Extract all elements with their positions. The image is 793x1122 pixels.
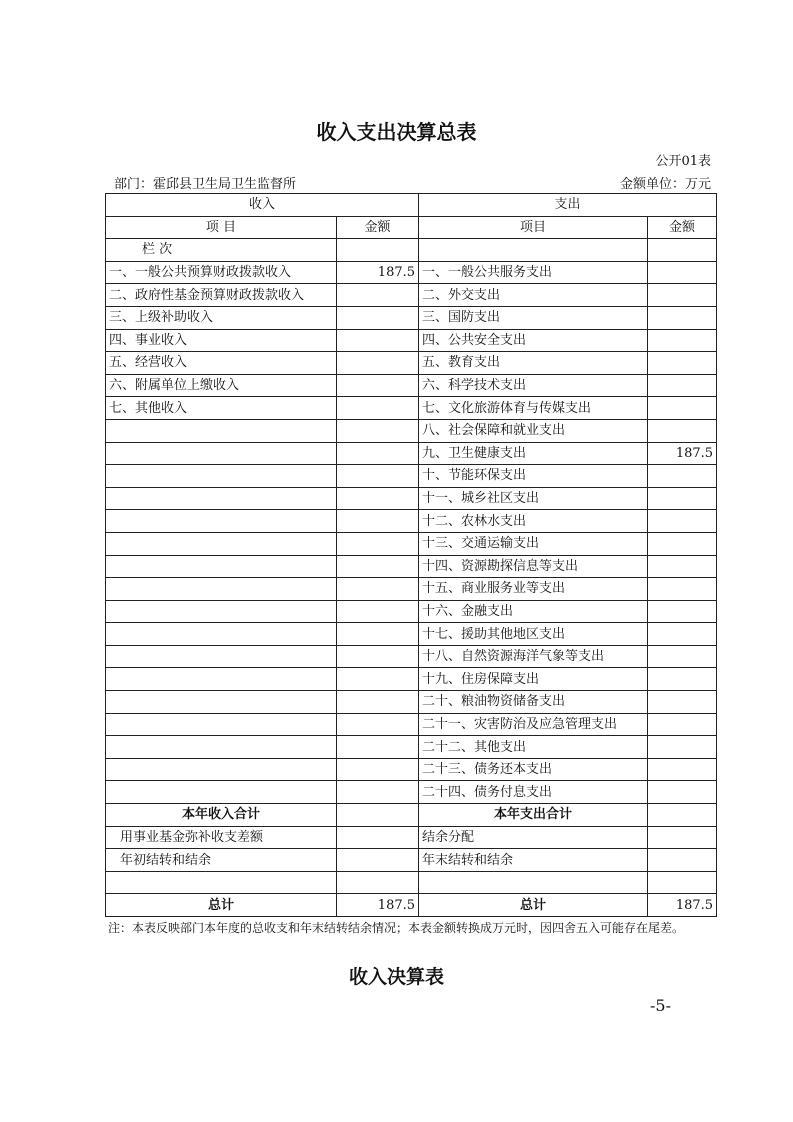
page-number: -5- <box>650 996 671 1015</box>
expense-item-cell: 一、一般公共服务支出 <box>419 261 648 284</box>
expense-item-cell: 十六、金融支出 <box>419 600 648 623</box>
expense-amount-cell: 187.5 <box>648 442 717 465</box>
income-item-cell: 二、政府性基金预算财政拨款收入 <box>106 284 337 307</box>
expense-amount-cell <box>648 600 717 623</box>
table-row <box>106 510 717 533</box>
income-item-cell: 年初结转和结余 <box>106 849 337 872</box>
table-row <box>106 691 717 714</box>
income-item-cell <box>106 419 337 442</box>
income-amount-cell <box>337 329 419 352</box>
income-amount-cell: 187.5 <box>337 261 419 284</box>
expense-item-cell: 十五、商业服务业等支出 <box>419 578 648 601</box>
expense-item-cell <box>419 871 648 894</box>
expense-item-cell: 二十三、债务还本支出 <box>419 758 648 781</box>
expense-item-header: 项目 <box>419 216 648 239</box>
expense-amount-cell <box>648 532 717 555</box>
expense-amount-cell <box>648 329 717 352</box>
table-note: 注：本表反映部门本年度的总收支和年末结转结余情况；本表金额转换成万元时，因四舍五入可能存在尾差。 <box>108 921 685 935</box>
unit-label: 金额单位：万元 <box>619 177 711 192</box>
expense-total-label: 总计 <box>419 894 648 917</box>
subtotal-row <box>106 804 717 827</box>
expense-header: 支出 <box>419 194 717 217</box>
expense-amount-cell <box>648 691 717 714</box>
expense-subtotal-label: 本年支出合计 <box>419 804 648 827</box>
income-item-cell <box>106 510 337 533</box>
expense-item-cell: 十九、住房保障支出 <box>419 668 648 691</box>
extra-row <box>106 871 717 894</box>
income-amount-cell <box>337 532 419 555</box>
table-row <box>106 578 717 601</box>
table-row <box>106 329 717 352</box>
income-amount-cell <box>337 781 419 804</box>
income-amount-cell <box>337 623 419 646</box>
income-amount-cell <box>337 284 419 307</box>
income-item-cell <box>106 871 337 894</box>
income-item-cell: 三、上级补助收入 <box>106 306 337 329</box>
empty-cell <box>419 239 648 262</box>
header-row-columns <box>106 216 717 239</box>
income-amount-cell <box>337 352 419 375</box>
expense-item-cell: 年末结转和结余 <box>419 849 648 872</box>
income-item-cell: 七、其他收入 <box>106 397 337 420</box>
budget-summary-table <box>105 193 717 917</box>
expense-amount-cell <box>648 578 717 601</box>
expense-item-cell: 十、节能环保支出 <box>419 465 648 488</box>
total-row <box>106 894 717 917</box>
extra-row <box>106 826 717 849</box>
expense-item-cell: 二十一、灾害防治及应急管理支出 <box>419 713 648 736</box>
income-amount-cell <box>337 419 419 442</box>
income-item-cell <box>106 781 337 804</box>
page-title: 收入支出决算总表 <box>316 120 477 144</box>
expense-amount-cell <box>648 781 717 804</box>
expense-amount-cell <box>648 645 717 668</box>
income-amount-cell <box>337 871 419 894</box>
income-amount-cell <box>337 668 419 691</box>
expense-amount-cell <box>648 623 717 646</box>
expense-amount-cell <box>648 487 717 510</box>
income-amount-cell <box>337 578 419 601</box>
expense-amount-cell <box>648 826 717 849</box>
expense-item-cell: 十八、自然资源海洋气象等支出 <box>419 645 648 668</box>
table-row <box>106 758 717 781</box>
table-row <box>106 600 717 623</box>
expense-item-cell: 十二、农林水支出 <box>419 510 648 533</box>
income-amount-cell <box>337 465 419 488</box>
expense-total-amount: 187.5 <box>648 894 717 917</box>
table-row <box>106 465 717 488</box>
expense-amount-cell <box>648 465 717 488</box>
expense-item-cell: 十四、资源勘探信息等支出 <box>419 555 648 578</box>
income-item-cell <box>106 713 337 736</box>
income-total-label: 总计 <box>106 894 337 917</box>
expense-item-cell: 五、教育支出 <box>419 352 648 375</box>
income-item-cell <box>106 578 337 601</box>
income-item-cell <box>106 758 337 781</box>
table-row <box>106 781 717 804</box>
table-row <box>106 397 717 420</box>
table-row <box>106 352 717 375</box>
income-amount-cell <box>337 374 419 397</box>
table-row <box>106 261 717 284</box>
income-amount-cell <box>337 306 419 329</box>
table-row <box>106 668 717 691</box>
income-subtotal-amount <box>337 804 419 827</box>
table-row <box>106 442 717 465</box>
expense-amount-cell <box>648 374 717 397</box>
income-item-cell <box>106 465 337 488</box>
expense-amount-cell <box>648 668 717 691</box>
empty-cell <box>337 239 419 262</box>
expense-amount-header: 金额 <box>648 216 717 239</box>
expense-amount-cell <box>648 713 717 736</box>
expense-item-cell: 六、科学技术支出 <box>419 374 648 397</box>
income-item-cell <box>106 555 337 578</box>
income-subtotal-label: 本年收入合计 <box>106 804 337 827</box>
header-row-group <box>106 194 717 217</box>
income-item-cell <box>106 600 337 623</box>
income-item-cell: 一、一般公共预算财政拨款收入 <box>106 261 337 284</box>
expense-item-cell: 十七、援助其他地区支出 <box>419 623 648 646</box>
income-item-cell <box>106 645 337 668</box>
expense-amount-cell <box>648 510 717 533</box>
table-row <box>106 306 717 329</box>
income-amount-cell <box>337 487 419 510</box>
expense-item-cell: 二十、粮油物资储备支出 <box>419 691 648 714</box>
income-item-cell <box>106 442 337 465</box>
income-header: 收入 <box>106 194 419 217</box>
expense-amount-cell <box>648 419 717 442</box>
table-row <box>106 645 717 668</box>
table-row <box>106 374 717 397</box>
income-amount-cell <box>337 691 419 714</box>
expense-amount-cell <box>648 555 717 578</box>
expense-amount-cell <box>648 871 717 894</box>
expense-item-cell: 七、文化旅游体育与传媒支出 <box>419 397 648 420</box>
expense-item-cell: 十一、城乡社区支出 <box>419 487 648 510</box>
income-amount-cell <box>337 826 419 849</box>
income-amount-cell <box>337 736 419 759</box>
table-row <box>106 284 717 307</box>
expense-item-cell: 三、国防支出 <box>419 306 648 329</box>
income-item-cell: 四、事业收入 <box>106 329 337 352</box>
expense-amount-cell <box>648 306 717 329</box>
empty-cell <box>648 239 717 262</box>
income-item-cell <box>106 736 337 759</box>
expense-item-cell: 二、外交支出 <box>419 284 648 307</box>
next-section-title: 收入决算表 <box>348 966 444 988</box>
expense-item-cell: 二十四、债务付息支出 <box>419 781 648 804</box>
column-order-label: 栏 次 <box>106 239 337 262</box>
table-row <box>106 487 717 510</box>
extra-row <box>106 849 717 872</box>
income-item-cell: 五、经营收入 <box>106 352 337 375</box>
income-amount-cell <box>337 510 419 533</box>
income-total-amount: 187.5 <box>337 894 419 917</box>
income-item-cell <box>106 691 337 714</box>
income-amount-header: 金额 <box>337 216 419 239</box>
expense-item-cell: 十三、交通运输支出 <box>419 532 648 555</box>
expense-amount-cell <box>648 849 717 872</box>
expense-amount-cell <box>648 284 717 307</box>
expense-amount-cell <box>648 352 717 375</box>
income-amount-cell <box>337 849 419 872</box>
income-amount-cell <box>337 600 419 623</box>
expense-amount-cell <box>648 758 717 781</box>
income-item-cell <box>106 668 337 691</box>
income-amount-cell <box>337 645 419 668</box>
expense-item-cell: 九、卫生健康支出 <box>419 442 648 465</box>
income-item-cell <box>106 623 337 646</box>
expense-subtotal-amount <box>648 804 717 827</box>
table-row <box>106 736 717 759</box>
income-amount-cell <box>337 713 419 736</box>
department-label: 部门：霍邱县卫生局卫生监督所 <box>114 177 297 192</box>
expense-item-cell: 二十二、其他支出 <box>419 736 648 759</box>
expense-item-cell: 结余分配 <box>419 826 648 849</box>
income-item-cell <box>106 532 337 555</box>
form-code: 公开01表 <box>655 154 711 169</box>
table-row <box>106 623 717 646</box>
column-order-row <box>106 239 717 262</box>
expense-item-cell: 四、公共安全支出 <box>419 329 648 352</box>
income-amount-cell <box>337 555 419 578</box>
income-item-cell: 用事业基金弥补收支差额 <box>106 826 337 849</box>
expense-amount-cell <box>648 736 717 759</box>
income-amount-cell <box>337 397 419 420</box>
expense-amount-cell <box>648 397 717 420</box>
income-item-cell: 六、附属单位上缴收入 <box>106 374 337 397</box>
table-row <box>106 419 717 442</box>
income-amount-cell <box>337 442 419 465</box>
expense-amount-cell <box>648 261 717 284</box>
income-item-header: 项 目 <box>106 216 337 239</box>
income-item-cell <box>106 487 337 510</box>
table-row <box>106 713 717 736</box>
expense-item-cell: 八、社会保障和就业支出 <box>419 419 648 442</box>
table-row <box>106 555 717 578</box>
income-amount-cell <box>337 758 419 781</box>
table-row <box>106 532 717 555</box>
